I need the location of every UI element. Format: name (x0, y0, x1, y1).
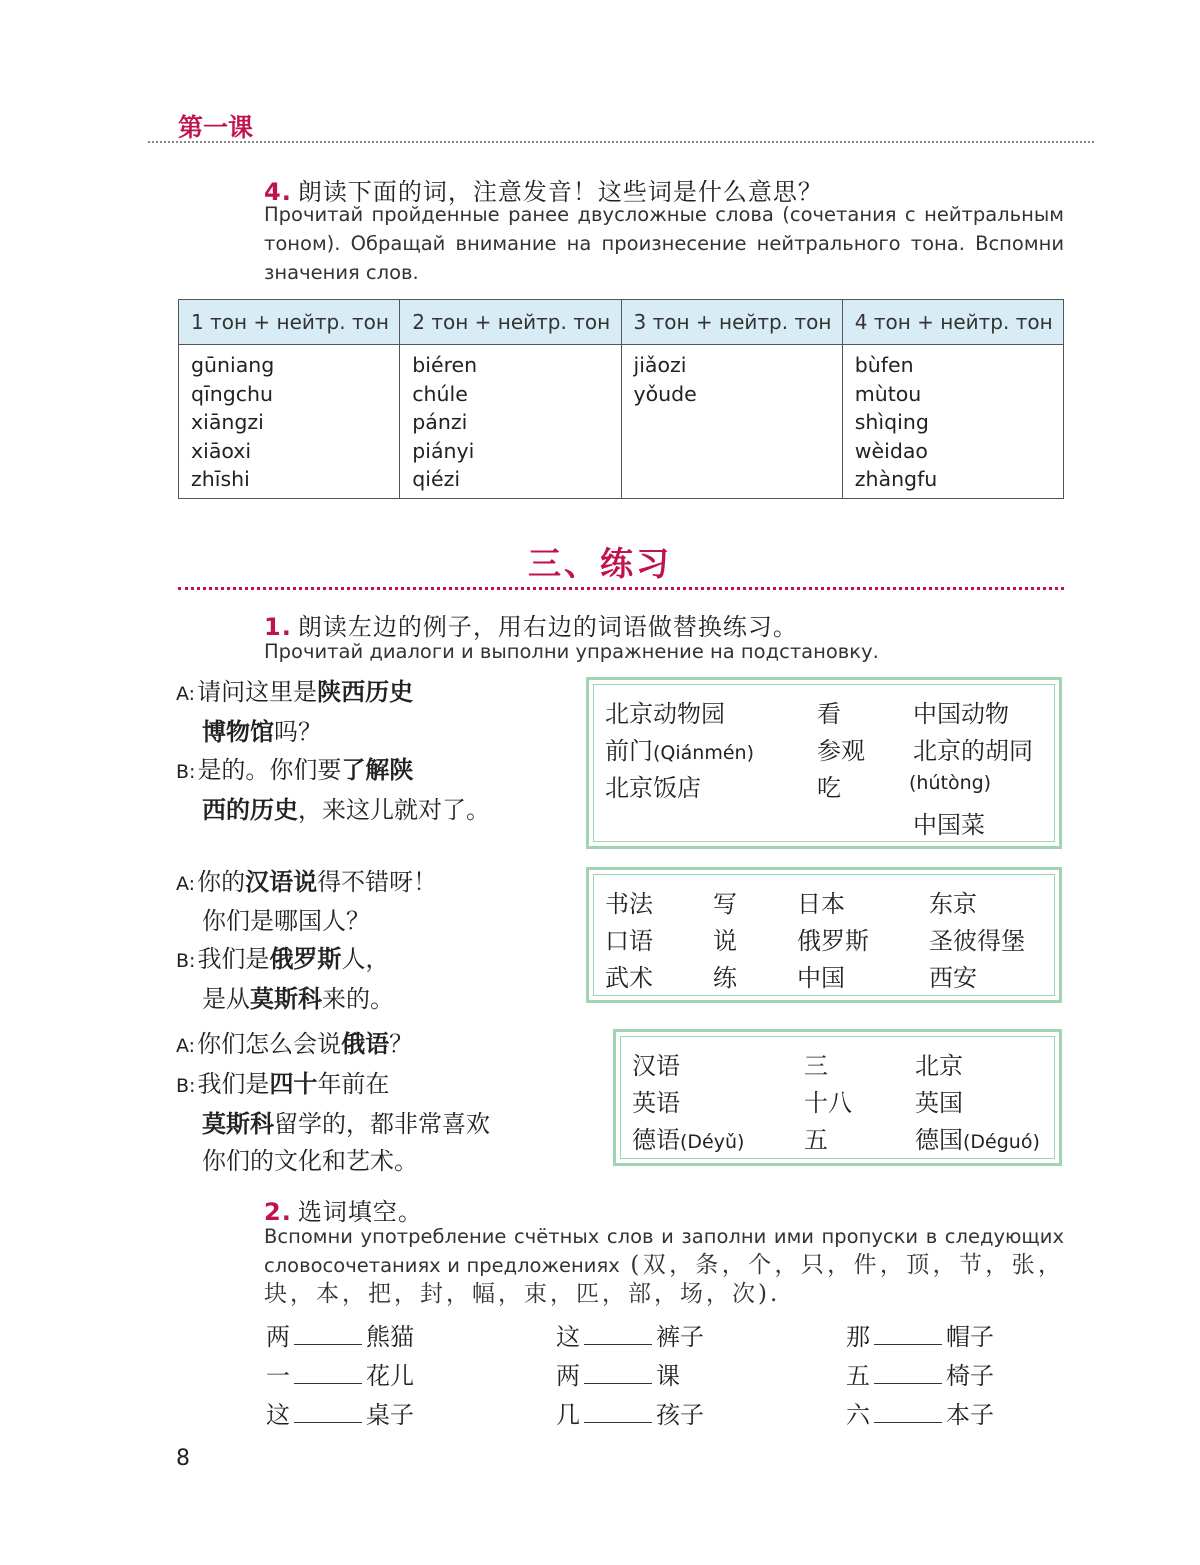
fill-blank[interactable] (874, 1324, 942, 1345)
dialogue-text: 是的。你们要 (197, 756, 342, 784)
tone-header-3: 3 тон + нейтр. тон (621, 300, 842, 345)
fill-item (846, 1317, 994, 1352)
fill-prefix: 两 (266, 1323, 290, 1351)
word: wèidao (854, 438, 928, 463)
dialogue-keyword: 西的历史 (202, 795, 298, 824)
box-word: 汉语 (632, 1052, 680, 1080)
dialogue-keyword: 莫斯科 (202, 1109, 274, 1138)
ex2-title: 选词填空。 (297, 1198, 423, 1226)
fill-item (846, 1356, 994, 1391)
fill-blank[interactable] (294, 1324, 362, 1345)
box-word: 东京 (929, 890, 977, 918)
box-word: 说 (713, 927, 737, 955)
word: xiāoxi (191, 438, 252, 463)
dialogue-text: 年前在 (317, 1070, 390, 1098)
box-word: 吃 (817, 774, 841, 802)
substitution-box-3 (613, 1029, 1062, 1166)
fill-noun: 孩子 (656, 1401, 704, 1429)
fill-item (846, 1395, 994, 1430)
box-word-hanzi: 德国 (915, 1126, 963, 1154)
fill-item (266, 1317, 414, 1352)
box-word-pinyin: (hútòng) (909, 772, 992, 794)
box-word: 十八 (804, 1089, 852, 1117)
ex2-measure-words: (双，条，个，只，件，顶，节，张，块，本，把，封，幅，束，匹，部，场，次). (264, 1252, 1064, 1307)
word: mùtou (854, 381, 922, 406)
section-divider (178, 587, 1064, 590)
box-word (915, 1120, 1040, 1155)
fill-blank[interactable] (874, 1363, 942, 1384)
fill-blank[interactable] (584, 1402, 652, 1423)
tone-table-row (179, 345, 1064, 499)
box-word-pinyin: (Déguó) (963, 1131, 1040, 1153)
box-word: 俄罗斯 (797, 927, 869, 955)
box-word-pinyin: (Qiánmén) (653, 742, 754, 764)
fill-prefix: 这 (556, 1323, 580, 1351)
box-word: 中国 (797, 964, 845, 992)
word: bùfen (854, 353, 914, 377)
box-word: 西安 (929, 964, 977, 992)
ex1-title: 朗读左边的例子，用右边的词语做替换练习。 (297, 613, 798, 641)
fill-prefix: 两 (556, 1362, 580, 1390)
dialogue-text: 你们是哪国人？ (202, 907, 370, 935)
dialogue-text: 来的。 (322, 985, 394, 1013)
fill-noun: 桌子 (366, 1401, 414, 1429)
fill-prefix: 那 (846, 1323, 870, 1351)
dialogue-text: 我们是 (197, 1070, 270, 1098)
fill-noun: 熊猫 (366, 1323, 414, 1351)
word: qiézi (412, 467, 461, 491)
box-word-pinyin: (Déyǔ) (680, 1131, 745, 1153)
ex4-instruction: Прочитай пройденные ранее двусложные слова (сочетания с нейтральным тоном). Обращай внимание на произнесение нейтрального тона. Вспомни значения слов. (264, 203, 1064, 284)
fill-item (556, 1356, 680, 1391)
ex4-title: 朗读下面的词，注意发音！这些词是什么意思？ (297, 178, 823, 206)
ex4-number: 4. (264, 178, 292, 206)
tone-header-2: 2 тон + нейтр. тон (400, 300, 621, 345)
dialogue-keyword: 汉语说 (245, 867, 318, 896)
dialogue-text: 你的 (197, 868, 246, 896)
fill-noun: 椅子 (946, 1362, 994, 1390)
dialogue-keyword: 博物馆 (202, 717, 274, 746)
fill-noun: 裤子 (656, 1323, 704, 1351)
fill-item (266, 1356, 414, 1391)
dialogue-text: 人， (341, 945, 390, 973)
fill-blank[interactable] (294, 1402, 362, 1423)
section-title: 三、练习 (528, 544, 672, 583)
speaker-a: A: (176, 683, 196, 705)
speaker-b: B: (176, 950, 196, 972)
word: xiāngzi (191, 410, 264, 434)
ex2-number: 2. (264, 1198, 292, 1226)
fill-prefix: 五 (846, 1362, 870, 1390)
ex2-instruction (264, 1222, 1064, 1309)
tone-col-2 (400, 345, 621, 499)
substitution-box-2 (586, 867, 1062, 1003)
lesson-title: 第一课 (178, 113, 254, 142)
fill-blank[interactable] (294, 1363, 362, 1384)
speaker-a: A: (176, 873, 196, 895)
box-word: 圣彼得堡 (929, 927, 1025, 955)
dialogue-text: 请问这里是 (197, 678, 318, 706)
dialogue-1 (176, 673, 576, 829)
dialogue-text: 留学的，都非常喜欢 (274, 1110, 490, 1138)
dialogue-text: ，来这儿就对了。 (298, 796, 490, 824)
fill-blank[interactable] (874, 1402, 942, 1423)
tone-col-1 (179, 345, 400, 499)
ex1-instruction: Прочитай диалоги и выполни упражнение на подстановку. (264, 640, 879, 663)
fill-blank[interactable] (584, 1324, 652, 1345)
substitution-box-1 (586, 677, 1062, 849)
word: zhàngfu (854, 467, 938, 491)
word: yǒude (633, 381, 697, 406)
word: qīngchu (191, 381, 273, 406)
dialogue-text: 你们的文化和艺术。 (202, 1147, 418, 1175)
fill-prefix: 一 (266, 1362, 290, 1390)
dialogue-3 (176, 1025, 596, 1180)
dialogue-keyword: 了解陕 (341, 755, 414, 784)
dialogue-keyword: 俄语 (341, 1029, 390, 1058)
box-word: 参观 (817, 737, 865, 765)
box-word-hanzi: 德语 (632, 1126, 680, 1154)
box-word: 武术 (605, 964, 653, 992)
word: chúle (412, 381, 468, 406)
box-word: 北京的胡同 (913, 737, 1033, 765)
box-word: 口语 (605, 927, 653, 955)
fill-noun: 本子 (946, 1401, 994, 1429)
speaker-a: A: (176, 1035, 196, 1057)
dialogue-keyword: 莫斯科 (250, 984, 322, 1013)
fill-prefix: 六 (846, 1401, 870, 1429)
dialogue-text: 你们怎么会说 (197, 1030, 342, 1058)
ex2-instruction-ru: Вспомни употребление счётных слов и заполни ими пропуски в следующих словосочетаниях и предложениях (264, 1225, 1064, 1277)
dialogue-text: 是从 (202, 985, 250, 1013)
fill-prefix: 这 (266, 1401, 290, 1429)
speaker-b: B: (176, 761, 196, 783)
word: shìqing (854, 410, 929, 434)
box-word: 练 (713, 964, 737, 992)
word: jiǎozi (633, 353, 687, 377)
dialogue-text: 吗？ (274, 718, 322, 746)
dialogue-text: 得不错呀！ (317, 868, 438, 896)
fill-item (556, 1317, 704, 1352)
dialogue-2 (176, 863, 576, 1018)
header-divider (148, 141, 1094, 143)
dialogue-keyword: 俄罗斯 (269, 944, 342, 973)
box-word: 五 (804, 1126, 828, 1154)
speaker-b: B: (176, 1075, 196, 1097)
fill-item (556, 1395, 704, 1430)
page-number: 8 (176, 1446, 190, 1471)
fill-prefix: 几 (556, 1401, 580, 1429)
fill-noun: 花儿 (366, 1362, 414, 1390)
dialogue-keyword: 陕西历史 (317, 677, 414, 706)
tone-header-1: 1 тон + нейтр. тон (179, 300, 400, 345)
tone-header-4: 4 тон + нейтр. тон (842, 300, 1063, 345)
box-word: 英语 (632, 1089, 680, 1117)
box-word: 三 (804, 1052, 828, 1080)
box-word-hanzi: 前门 (605, 737, 653, 765)
box-word: 北京饭店 (605, 774, 701, 802)
tone-col-3 (621, 345, 842, 499)
dialogue-text: 我们是 (197, 945, 270, 973)
box-word: 看 (817, 700, 841, 728)
tone-table-header-row (179, 300, 1064, 345)
fill-blank[interactable] (584, 1363, 652, 1384)
box-word: 日本 (797, 890, 845, 918)
box-word: 写 (713, 890, 737, 918)
fill-noun: 帽子 (946, 1323, 994, 1351)
word: biéren (412, 353, 478, 377)
word: gūniang (191, 353, 275, 377)
dialogue-keyword: 四十 (269, 1069, 318, 1098)
box-word: 北京动物园 (605, 700, 725, 728)
word: pánzi (412, 410, 468, 434)
tone-col-4 (842, 345, 1063, 499)
box-word: 中国动物 (913, 700, 1009, 728)
box-word (605, 731, 754, 766)
box-word: 中国菜 (913, 811, 985, 839)
box-word: 英国 (915, 1089, 963, 1117)
ex1-number: 1. (264, 613, 292, 641)
word: zhīshi (191, 467, 250, 491)
fill-item (266, 1395, 414, 1430)
tone-table (178, 299, 1064, 499)
fill-noun: 课 (656, 1362, 680, 1390)
word: piányi (412, 438, 475, 463)
box-word (632, 1120, 744, 1155)
dialogue-text: ？ (389, 1030, 414, 1058)
box-word: 书法 (605, 890, 653, 918)
box-word: 北京 (915, 1052, 963, 1080)
